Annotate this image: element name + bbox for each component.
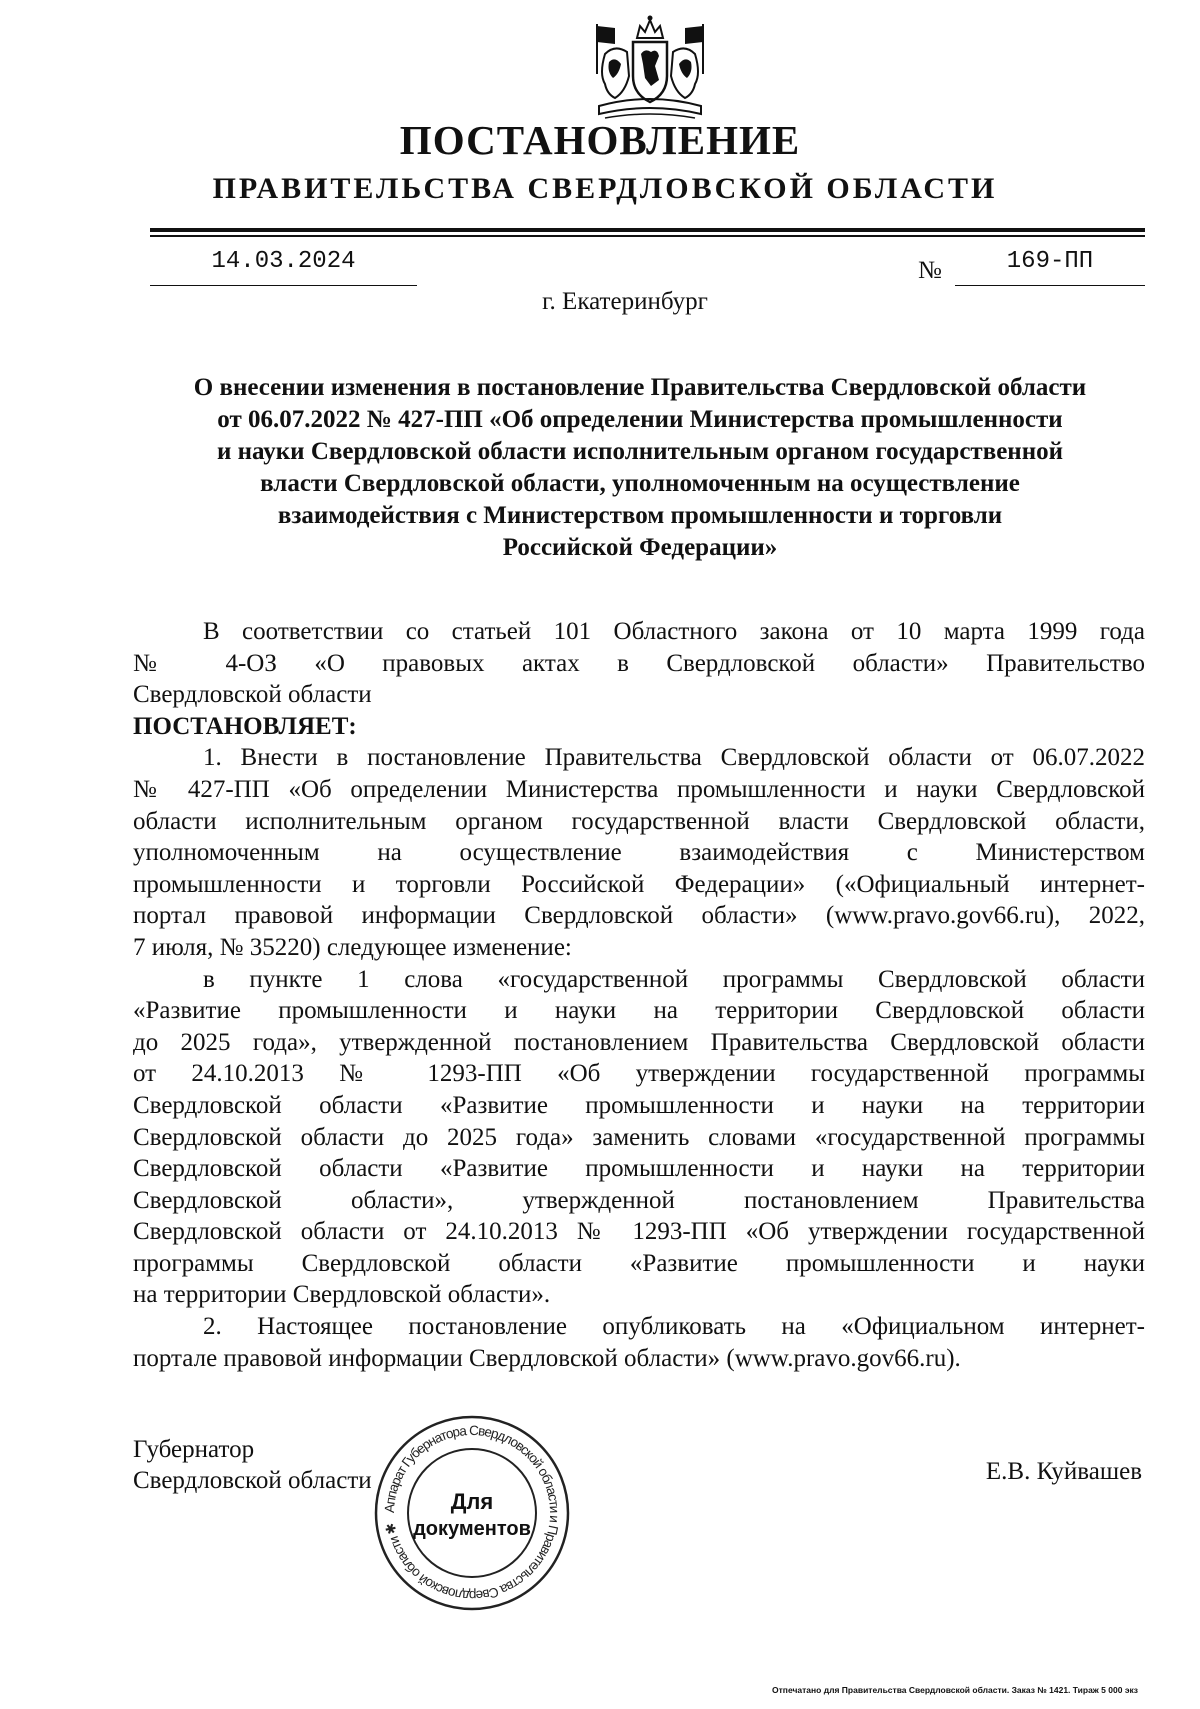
document-title: ПОСТАНОВЛЕНИЕ <box>399 117 801 163</box>
body-line: № 4-ОЗ «О правовых актах в Свердловской области» Правительство <box>133 649 1145 677</box>
body-line: Свердловской области «Развитие промышленности и науки на территории <box>133 1091 1145 1119</box>
document-heading <box>130 372 1150 564</box>
heading-line: О внесении изменения в постановление Правительства Свердловской области <box>193 374 1087 401</box>
body-line: портал правовой информации Свердловской области» (www.pravo.gov66.ru), 2022, <box>133 902 1145 930</box>
document-date: 14.03.2024 <box>211 248 356 275</box>
date-field <box>150 245 417 286</box>
body-line: Свердловской области <box>133 681 372 709</box>
number-label: № <box>918 257 942 284</box>
body-line: Свердловской области до 2025 года» заменить словами «государственной программы <box>133 1123 1145 1151</box>
heading-line: и науки Свердловской области исполнительным органом государственной <box>216 438 1064 465</box>
stamp-center-line: Для <box>450 1489 494 1514</box>
coat-of-arms-icon <box>585 14 715 126</box>
resolves-heading: ПОСТАНОВЛЯЕТ: <box>133 712 357 740</box>
body-line: В соответствии со статьей 101 Областного закона от 10 марта 1999 года <box>203 618 1145 645</box>
body-line: Свердловской области «Развитие промышленности и науки на территории <box>133 1155 1145 1183</box>
stamp-ring-text: Аппарат Губернатора Свердловской области и Правительства Свердловской области ✱ <box>381 1422 563 1604</box>
body-line: до 2025 года», утвержденной постановлением Правительства Свердловской области <box>133 1028 1145 1056</box>
body-line: 2. Настоящее постановление опубликовать на «Официальном интернет- <box>203 1313 1145 1341</box>
body-line: от 24.10.2013 № 1293-ПП «Об утверждении государственной программы <box>133 1060 1145 1088</box>
body-line: области исполнительным органом государственной власти Свердловской области, <box>133 807 1145 835</box>
signatory-position <box>133 1434 372 1496</box>
body-line: «Развитие промышленности и науки на территории Свердловской области <box>133 997 1145 1025</box>
number-field <box>955 245 1145 286</box>
body-line: промышленности и торговли Российской Федерации» («Официальный интернет- <box>133 870 1145 898</box>
body-line: уполномоченным на осуществление взаимодействия с Министерством <box>133 839 1145 867</box>
body-line: портале правовой информации Свердловской области» (www.pravo.gov66.ru). <box>133 1344 961 1372</box>
header-rule-thick <box>150 228 1145 232</box>
body-line: в пункте 1 слова «государственной программы Свердловской области <box>203 965 1145 993</box>
city-line: г. Екатеринбург <box>542 288 708 315</box>
stamp-center-line: документов <box>413 1518 531 1540</box>
signatory-position-line: Свердловской области <box>133 1467 372 1494</box>
heading-line: власти Свердловской области, уполномоченным на осуществление <box>260 470 1020 497</box>
body-line: на территории Свердловской области». <box>133 1281 551 1309</box>
heading-line: Российской Федерации» <box>502 534 778 561</box>
document-subtitle: ПРАВИТЕЛЬСТВА СВЕРДЛОВСКОЙ ОБЛАСТИ <box>212 172 998 205</box>
print-footer: Отпечатано для Правительства Свердловской области. Заказ № 1421. Тираж 5 000 экз <box>772 1685 1138 1695</box>
official-stamp <box>372 1413 572 1613</box>
body-line: № 427-ПП «Об определении Министерства промышленности и науки Свердловской <box>133 775 1145 803</box>
signatory-position-line: Губернатор <box>133 1436 255 1463</box>
signatory-name: Е.В. Куйвашев <box>985 1458 1142 1485</box>
body-line: программы Свердловской области «Развитие промышленности и науки <box>133 1249 1145 1277</box>
document-body <box>133 616 1145 1374</box>
body-line: Свердловской области», утвержденной постановлением Правительства <box>133 1186 1145 1214</box>
heading-line: от 06.07.2022 № 427-ПП «Об определении Министерства промышленности <box>217 406 1063 433</box>
body-line: 1. Внести в постановление Правительства Свердловской области от 06.07.2022 <box>203 744 1145 772</box>
body-line: 7 июля, № 35220) следующее изменение: <box>133 933 572 961</box>
heading-line: взаимодействия с Министерством промышленности и торговли <box>277 502 1003 529</box>
body-line: Свердловской области от 24.10.2013 № 1293-ПП «Об утверждении государственной <box>133 1218 1145 1246</box>
header-rule-thin <box>150 235 1145 237</box>
document-number: 169-ПП <box>1006 248 1094 275</box>
